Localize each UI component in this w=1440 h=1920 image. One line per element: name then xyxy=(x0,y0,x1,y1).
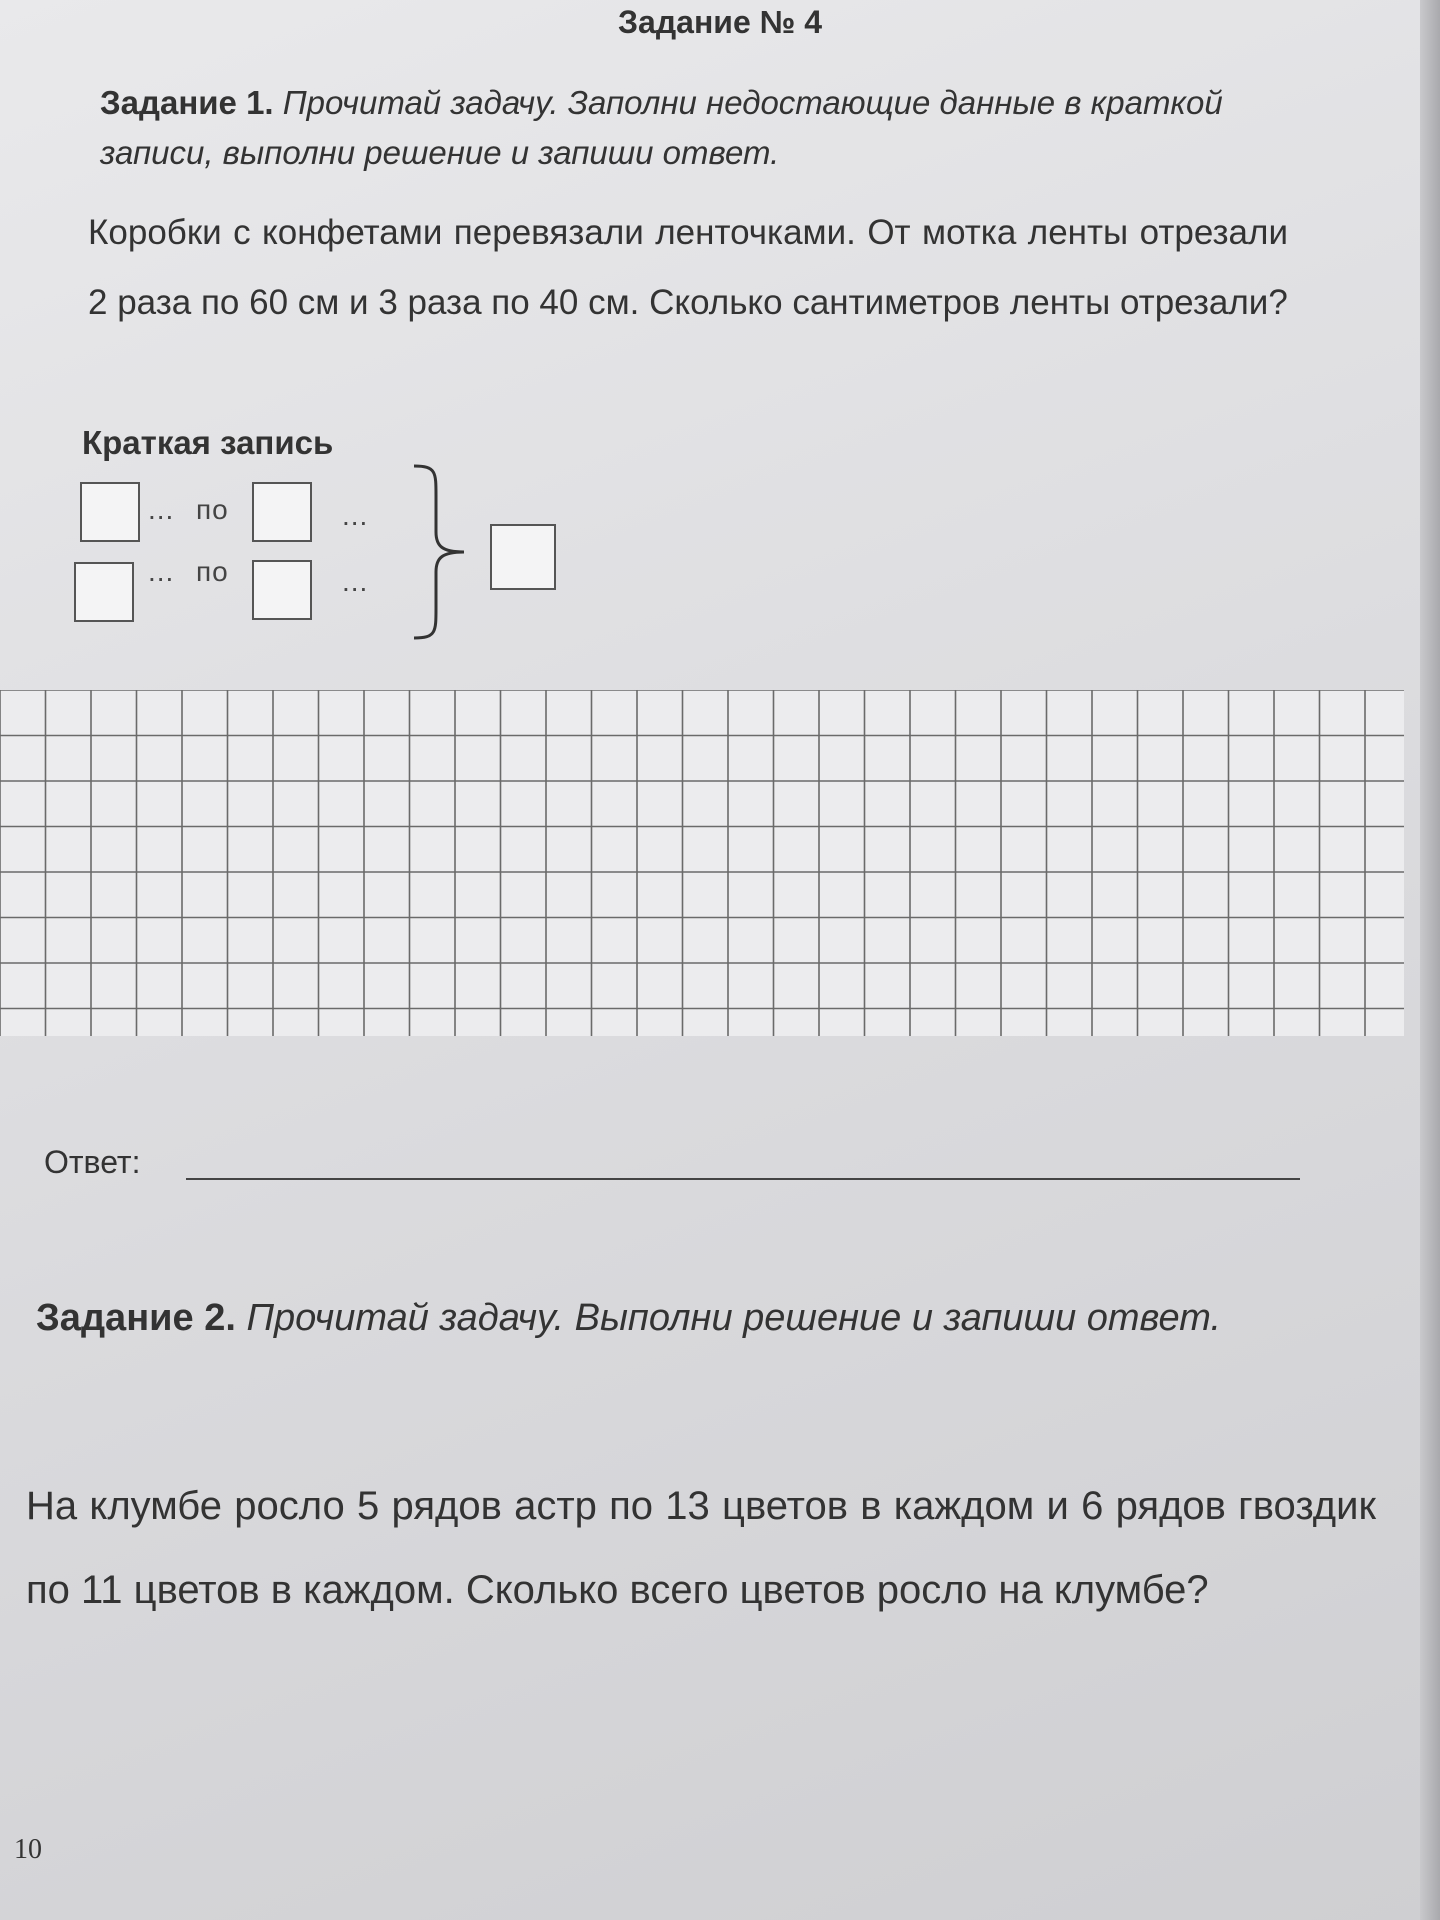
page-title: Задание № 4 xyxy=(618,4,822,40)
summary-row1-count-box[interactable] xyxy=(80,482,140,542)
page-number: 10 xyxy=(14,1834,42,1865)
task1-intro xyxy=(100,78,1300,178)
task2-label: Задание 2. xyxy=(36,1297,236,1339)
solution-grid[interactable] xyxy=(0,690,1404,1036)
task2-intro xyxy=(36,1280,1366,1356)
summary-row1-word: по xyxy=(196,494,229,525)
summary-total-box[interactable] xyxy=(490,524,556,590)
summary-row2-count-box[interactable] xyxy=(74,562,134,622)
answer-input-line[interactable] xyxy=(186,1178,1300,1180)
summary-row1-unit-dots: ... xyxy=(342,500,369,531)
summary-row2-dots: ... xyxy=(148,556,175,587)
short-record-title: Краткая запись xyxy=(82,424,334,461)
task2-instruction: Прочитай задачу. Выполни решение и запиши ответ. xyxy=(246,1297,1222,1339)
page-edge-shadow xyxy=(1420,0,1440,1920)
summary-row2-word: по xyxy=(196,556,229,587)
summary-row1-length-box[interactable] xyxy=(252,482,312,542)
task1-problem-text: Коробки с конфетами перевязали ленточками. От мотка ленты отрезали 2 раза по 60 см и 3 раза по 40 см. Сколько сантиметров ленты отрезали? xyxy=(88,213,1288,322)
task2-problem-text: На клумбе росло 5 рядов астр по 13 цветов в каждом и 6 рядов гвоздик по 11 цветов в каждом. Сколько всего цветов росло на клумбе? xyxy=(26,1484,1376,1612)
curly-brace-icon xyxy=(410,462,472,642)
answer-label: Ответ: xyxy=(44,1144,141,1180)
task1-label: Задание 1. xyxy=(100,84,274,121)
summary-row1-dots: ... xyxy=(148,494,175,525)
summary-row2-length-box[interactable] xyxy=(252,560,312,620)
summary-row2-unit-dots: ... xyxy=(342,566,369,597)
task1-instruction: Прочитай задачу. Заполни недостающие данные в краткой записи, выполни решение и запиши ответ. xyxy=(100,84,1223,171)
